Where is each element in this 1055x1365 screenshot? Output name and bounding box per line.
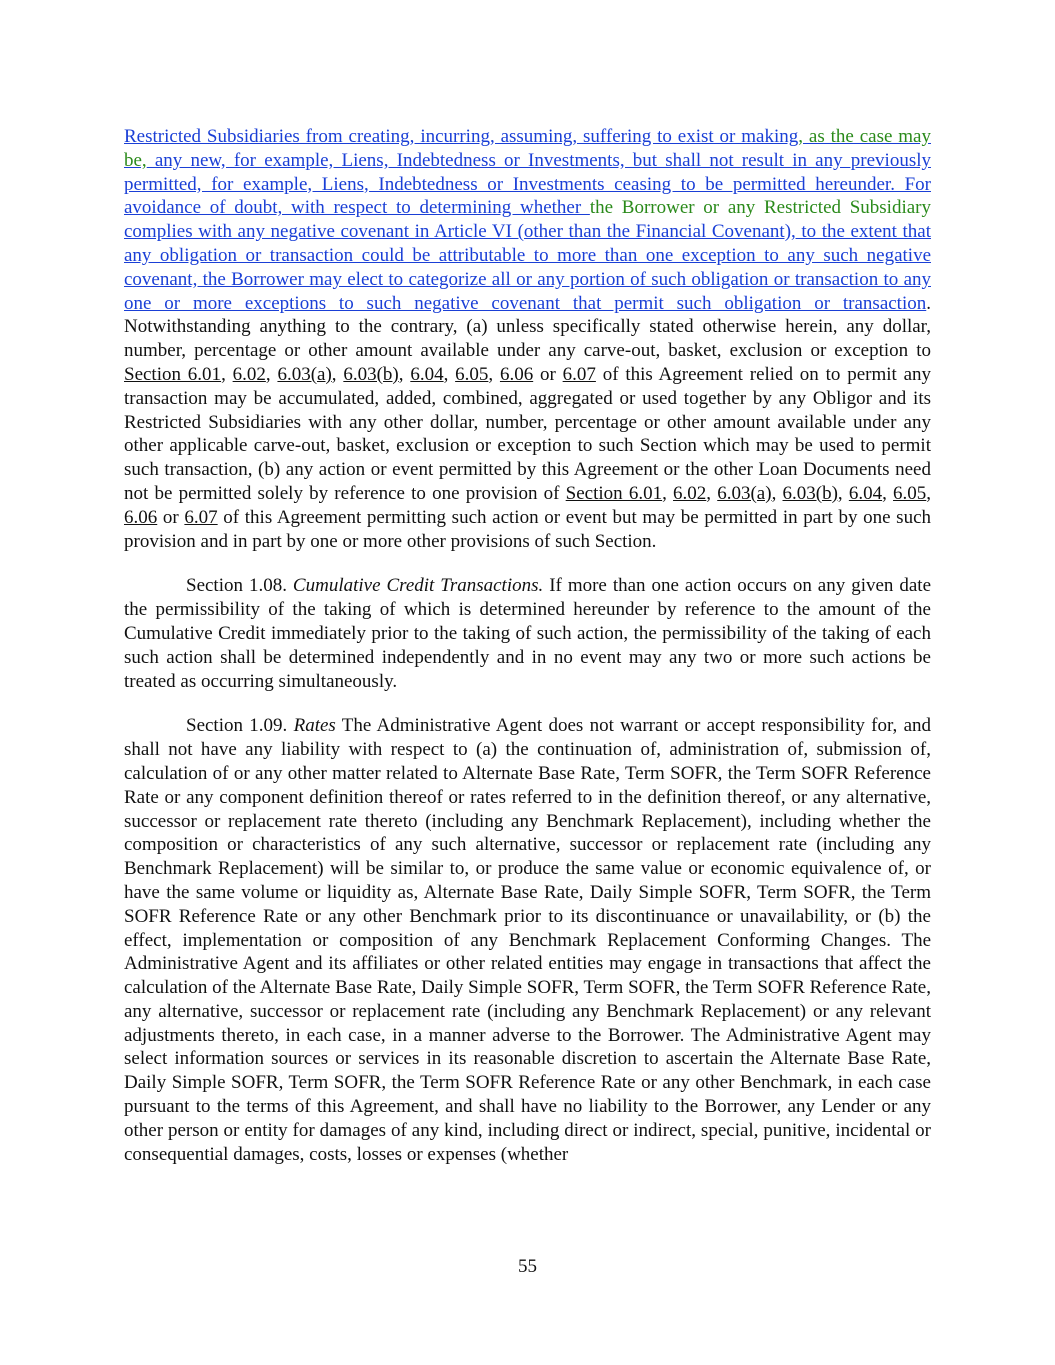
moved-text: , as the case may be,: [124, 126, 931, 171]
section-body: If more than one action occurs on any given date the permissibility of the taking of which is determined hereunder by reference to the amount of the Cumulative Credit immediately prior to the taking of such action, the permissibility of the taking of each such action shall be determined independently and in no event may any two or more such actions be treated as occurring simultaneously.: [124, 575, 932, 692]
body-text: . Notwithstanding anything to the contrary, (a) unless specifically stated otherwise herein, any dollar, number, percentage or other amount available under any carve-out, basket, exclusion or exception to: [124, 292, 931, 362]
section-reference: 6.03(b): [782, 482, 838, 504]
section-reference: 6.07: [184, 506, 218, 528]
section-reference: 6.05: [455, 363, 489, 385]
section-reference: 6.06: [499, 363, 534, 385]
section-number: Section 1.08.: [186, 575, 287, 597]
section-reference: Section 6.01: [565, 482, 663, 504]
page-number: 55: [518, 1256, 537, 1277]
section-reference: 6.03(b): [343, 363, 399, 385]
body-text: of this Agreement relied on to permit any transaction may be accumulated, added, combined, aggregated or used together by any Obligor and its Restricted Subsidiaries with any other dollar, number, percentage or other amount available under any other applicable carve-out, basket, exclusion or exception to such Section which may be used to permit such transaction, (b) any action or event permitted by this Agreement or the other Loan Documents need not be permitted solely by reference to one provision of: [124, 363, 932, 504]
body-text: of this Agreement permitting such action or event but may be permitted in part by one such provision and in part by one or more other provisions of such Section.: [124, 506, 932, 552]
moved-text: the Borrower or any Restricted Subsidiary: [589, 197, 931, 219]
inserted-text: complies with any negative covenant in Article VI (other than the Financial Covenant), to the extent that any obligation or transaction could be attributable to more than one exception to any such negative covenant, the Borrower may elect to categorize all or any portion of such obligation or transaction to any one or more exceptions to such negative covenant that permit such obligation or transaction: [124, 221, 931, 314]
section-reference: 6.02: [232, 363, 266, 385]
paragraph-continuation: Restricted Subsidiaries from creating, incurring, assuming, suffering to exist or making, as the case may be, any new, for example, Liens, Indebtedness or Investments, but shall not result in any previously permitted, for example, Liens, Indebtedness or Investments ceasing to be permitted hereunder. For avoidance of doubt, with respect to determining whether the Borrower or any Restricted Subsidiary complies with any negative covenant in Article VI (other than the Financial Covenant), to the extent that any obligation or transaction could be attributable to more than one exception to any such negative covenant, the Borrower may elect to categorize all or any portion of such obligation or transaction to any one or more exceptions to such negative covenant that permit such obligation or transaction. Notwithstanding anything to the contrary, (a) unless specifically stated otherwise herein, any dollar, number, percentage or other amount available under any carve-out, basket, exclusion or exception to Section 6.01, 6.02, 6.03(a), 6.03(b), 6.04, 6.05, 6.06 or 6.07 of this Agreement relied on to permit any transaction may be accumulated, added, combined, aggregated or used together by any Obligor and its Restricted Subsidiaries with any other dollar, number, percentage or other amount available under any other applicable carve-out, basket, exclusion or exception to such Section which may be used to permit such transaction, (b) any action or event permitted by this Agreement or the other Loan Documents need not be permitted solely by reference to one provision of Section 6.01, 6.02, 6.03(a), 6.03(b), 6.04, 6.05, 6.06 or 6.07 of this Agreement permitting such action or event but may be permitted in part by one such provision and in part by one or more other provisions of such Section.: [124, 126, 932, 552]
section-heading: Cumulative Credit Transactions.: [292, 575, 544, 597]
section-reference: 6.03(a): [277, 363, 332, 385]
section-1-08: [124, 574, 931, 693]
inserted-text: Restricted Subsidiaries from creating, incurring, assuming, suffering to exist or making: [124, 126, 799, 147]
section-reference: 6.04: [410, 363, 444, 385]
section-reference: 6.03(a): [717, 482, 772, 504]
section-number: Section 1.09.: [186, 715, 288, 737]
section-reference: 6.05: [893, 482, 927, 504]
inserted-text: any new, for example, Liens, Indebtedness or Investments, but shall not result in any previously permitted, for example, Liens, Indebtedness or Investments ceasing to be permitted hereunder. For avoidance of doubt, with respect to determining whether: [124, 149, 931, 219]
section-1-09: [124, 714, 931, 1166]
section-reference: 6.06: [124, 506, 158, 528]
section-reference: 6.02: [673, 482, 707, 504]
section-heading: Rates: [293, 715, 336, 737]
section-body: The Administrative Agent does not warrant or accept responsibility for, and shall not have any liability with respect to (a) the continuation of, administration of, submission of, calculation of or any other matter related to Alternate Base Rate, Term SOFR, the Term SOFR Reference Rate or any component definition thereof or rates referred to in the definition thereof, or any alternative, successor or replacement rate thereto (including any Benchmark Replacement), including whether the composition or characteristics of any such alternative, successor or replacement rate (including any Benchmark Replacement) will be similar to, or produce the same value or economic equivalence of, or have the same volume or liquidity as, Alternate Base Rate, Daily Simple SOFR, Term SOFR, the Term SOFR Reference Rate or any other Benchmark prior to its discontinuance or unavailability, or (b) the effect, implementation or composition of any Benchmark Replacement Conforming Changes. The Administrative Agent and its affiliates or other related entities may engage in transactions that affect the calculation of the Alternate Base Rate, Daily Simple SOFR, Term SOFR, the Term SOFR Reference Rate, any alternative, successor or replacement rate (including any Benchmark Replacement) or any relevant adjustments thereto, in each case, in a manner adverse to the Borrower. The Administrative Agent may select information sources or services in its reasonable discretion to ascertain the Alternate Base Rate, Daily Simple SOFR, Term SOFR, the Term SOFR Reference Rate or any other Benchmark, in each case pursuant to the terms of this Agreement, and shall have no liability to the Borrower, any Lender or any other person or entity for damages of any kind, including direct or indirect, special, punitive, incidental or consequential damages, costs, losses or expenses (whether: [124, 715, 932, 1165]
section-reference: 6.07: [562, 363, 596, 385]
section-reference: Section 6.01: [124, 363, 222, 385]
section-reference: 6.04: [848, 482, 883, 504]
document-body: [124, 125, 931, 1166]
